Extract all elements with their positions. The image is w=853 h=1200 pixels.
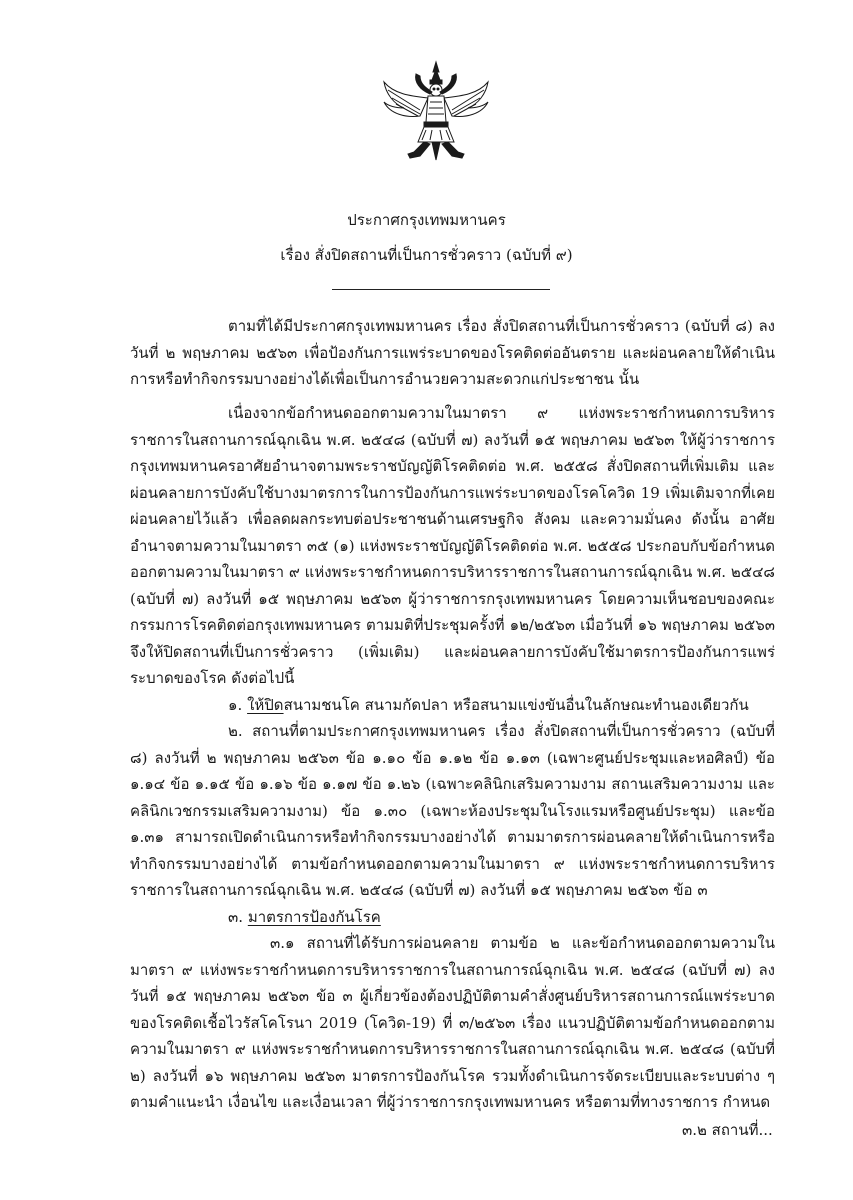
header-divider (332, 289, 550, 290)
main-section (130, 400, 775, 1116)
basis-paragraph: เนื่องจากข้อกำหนดออกตามความในมาตรา ๙ แห่งพระราชกำหนดการบริหารราชการในสถานการณ์ฉุกเฉิน พ.ศ. ๒๕๔๘ (ฉบับที่ ๗) ลงวันที่ ๑๕ พฤษภาคม ๒๕๖๓ ให้ผู้ว่าราชการกรุงเทพมหานครอาศัยอำนาจตามพระราชบัญญัติโรคติดต่อ พ.ศ. ๒๕๕๘ สั่งปิดสถานที่เพิ่มเติม และผ่อนคลายการบังคับใช้บางมาตรการในการป้องกันการแพร่ระบาดของโรคโควิด 19 เพิ่มเติมจากที่เคยผ่อนคลายไว้แล้ว เพื่อลดผลกระทบต่อประชาชนด้านเศรษฐกิจ สังคม และความมั่นคง ดังนั้น อาศัยอำนาจตามความในมาตรา ๓๕ (๑) แห่งพระราชบัญญัติโรคติดต่อ พ.ศ. ๒๕๕๘ ประกอบกับข้อกำหนดออกตามความในมาตรา ๙ แห่งพระราชกำหนดการบริหารราชการในสถานการณ์ฉุกเฉิน พ.ศ. ๒๕๔๘ (ฉบับที่ ๗) ลงวันที่ ๑๕ พฤษภาคม ๒๕๖๓ ผู้ว่าราชการกรุงเทพมหานคร โดยความเห็นชอบของคณะกรรมการโรคติดต่อกรุงเทพมหานคร ตามมติที่ประชุมครั้งที่ ๑๒/๒๕๖๓ เมื่อวันที่ ๑๖ พฤษภาคม ๒๕๖๓ จึงให้ปิดสถานที่เป็นการชั่วคราว (เพิ่มเติม) และผ่อนคลายการบังคับใช้มาตรการป้องกันการแพร่ระบาดของโรค ดังต่อไปนี้ (130, 404, 775, 687)
subject-heading: เรื่อง สั่งปิดสถานที่เป็นการชั่วคราว (ฉบับที่ ๙) (280, 246, 573, 264)
item-3-1: ๓.๑ สถานที่ได้รับการผ่อนคลาย ตามข้อ ๒ และข้อกำหนดออกตามความในมาตรา ๙ แห่งพระราชกำหนดการบริหารราชการในสถานการณ์ฉุกเฉิน พ.ศ. ๒๕๔๘ (ฉบับที่ ๗) ลงวันที่ ๑๕ พฤษภาคม ๒๕๖๓ ข้อ ๓ ผู้เกี่ยวข้องต้องปฏิบัติตามคำสั่งศูนย์บริหารสถานการณ์แพร่ระบาดของโรคติดเชื้อไวรัสโคโรนา 2019 (โควิด-19) ที่ ๓/๒๕๖๓ เรื่อง แนวปฏิบัติตามข้อกำหนดออกตามความในมาตรา ๙ แห่งพระราชกำหนดการบริหารราชการในสถานการณ์ฉุกเฉิน พ.ศ. ๒๕๔๘ (ฉบับที่ ๒) ลงวันที่ ๑๖ พฤษภาคม ๒๕๖๓ มาตรการป้องกันโรค รวมทั้งดำเนินการจัดระเบียบและระบบต่าง ๆ ตามคำแนะนำ เงื่อนไข และเงื่อนเวลา ที่ผู้ว่าราชการกรุงเทพมหานคร หรือตามที่ทางราชการ กำหนด (130, 934, 775, 1111)
intro-section (130, 313, 775, 393)
item-1 (130, 692, 775, 719)
issuer-heading: ประกาศกรุงเทพมหานคร (347, 211, 506, 229)
item-3 (130, 904, 775, 931)
intro-paragraph: ตามที่ได้มีประกาศกรุงเทพมหานคร เรื่อง สั่งปิดสถานที่เป็นการชั่วคราว (ฉบับที่ ๘) ลงวันที่ ๒ พฤษภาคม ๒๕๖๓ เพื่อป้องกันการแพร่ระบาดของโรคติดต่ออันตราย และผ่อนคลายให้ดำเนินการหรือทำกิจกรรมบางอย่างได้เพื่อเป็นการอำนวยความสะดวกแก่ประชาชน นั้น (130, 317, 775, 388)
item-1-text: สนามชนโค สนามกัดปลา หรือสนามแข่งขันอื่นในลักษณะทำนองเดียวกัน (283, 695, 749, 714)
continuation-note: ๓.๒ สถานที่... (682, 1121, 773, 1139)
garuda-emblem-icon (380, 60, 492, 164)
item-3-number: ๓. (228, 907, 244, 926)
item-1-number: ๑. (228, 695, 243, 714)
item-2: ๒. สถานที่ตามประกาศกรุงเทพมหานคร เรื่อง สั่งปิดสถานที่เป็นการชั่วคราว (ฉบับที่ ๘) ลงวันที่ ๒ พฤษภาคม ๒๕๖๓ ข้อ ๑.๑๐ ข้อ ๑.๑๒ ข้อ ๑.๑๓ (เฉพาะศูนย์ประชุมและหอศิลป์) ข้อ ๑.๑๔ ข้อ ๑.๑๕ ข้อ ๑.๑๖ ข้อ ๑.๑๗ ข้อ ๑.๒๖ (เฉพาะคลินิกเสริมความงาม สถานเสริมความงาม และคลินิกเวชกรรมเสริมความงาม) ข้อ ๑.๓๐ (เฉพาะห้องประชุมในโรงแรมหรือศูนย์ประชุม) และข้อ ๑.๓๑ สามารถเปิดดำเนินการหรือทำกิจกรรมบางอย่างได้ ตามมาตรการผ่อนคลายให้ดำเนินการหรือทำกิจกรรมบางอย่างได้ ตามข้อกำหนดออกตามความในมาตรา ๙ แห่งพระราชกำหนดการบริหารราชการในสถานการณ์ฉุกเฉิน พ.ศ. ๒๕๔๘ (ฉบับที่ ๗) ลงวันที่ ๑๕ พฤษภาคม ๒๕๖๓ ข้อ ๓ (130, 722, 775, 899)
item-3-heading: มาตรการป้องกันโรค (247, 907, 381, 926)
item-1-lead: ให้ปิด (247, 695, 284, 714)
